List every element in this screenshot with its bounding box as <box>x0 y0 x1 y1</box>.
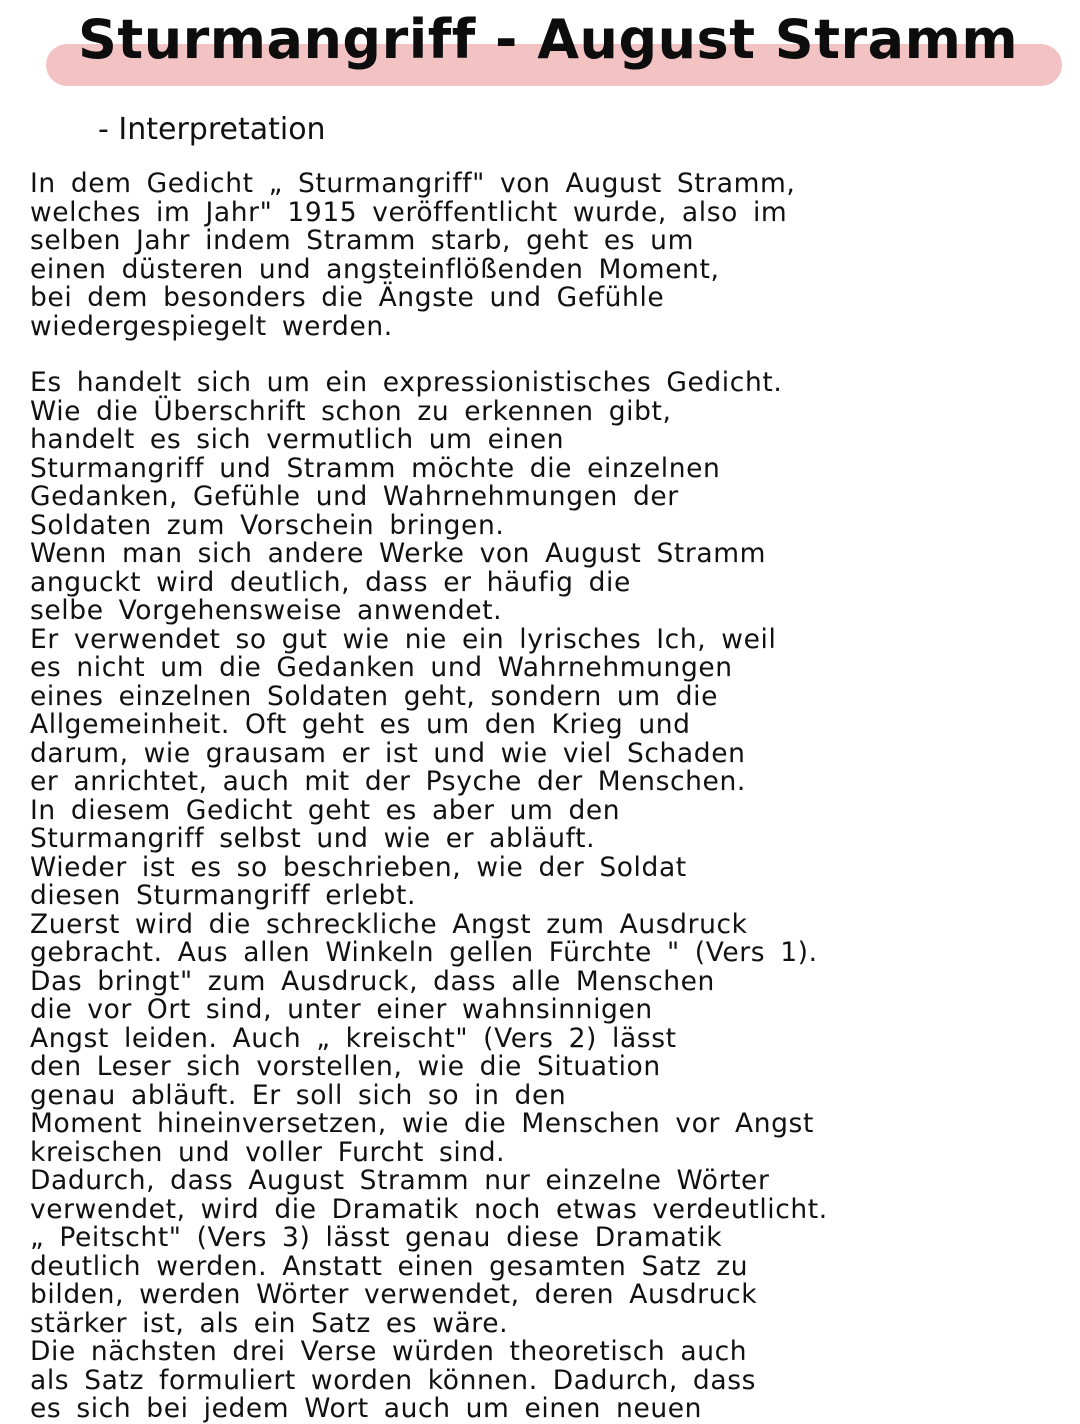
text-line: kreischen und voller Furcht sind. <box>30 1136 506 1168</box>
text-line: deutlich werden. Anstatt einen gesamten Satz zu <box>30 1250 749 1282</box>
text-line: Wenn man sich andere Werke von August Stramm <box>30 538 767 569</box>
text-line: Das bringt" zum Ausdruck, dass alle Menschen <box>30 965 715 997</box>
text-line: Es handelt sich um ein expressionistisches Gedicht. <box>30 367 783 398</box>
text-line: Moment hineinversetzen, wie die Menschen vor Angst <box>30 1108 814 1139</box>
text-line: bei dem besonders die Ängste und Gefühle <box>30 282 665 313</box>
text-line: handelt es sich vermutlich um einen <box>30 424 565 455</box>
text-line: In diesem Gedicht geht es aber um den <box>30 794 621 826</box>
text-line: darum, wie grausam er ist und wie viel Schaden <box>30 737 746 769</box>
text-line: Angst leiden. Auch „ kreischt" (Vers 2) lässt <box>30 1022 677 1054</box>
text-line: es nicht um die Gedanken und Wahrnehmungen <box>30 652 733 683</box>
text-line: die vor Ort sind, unter einer wahnsinnigen <box>30 994 653 1025</box>
text-line: eines einzelnen Soldaten geht, sondern um die <box>30 680 718 712</box>
text-line: diesen Sturmangriff erlebt. <box>30 880 416 911</box>
text-line: Sturmangriff selbst und wie er abläuft. <box>30 823 596 854</box>
text-line: es sich bei jedem Wort auch um einen neuen <box>30 1393 703 1424</box>
text-line: Gedanken, Gefühle und Wahrnehmungen der <box>30 481 679 512</box>
text-line: Wie die Überschrift schon zu erkennen gibt, <box>30 395 672 427</box>
text-line: bilden, werden Wörter verwendet, deren Ausdruck <box>30 1279 758 1310</box>
text-line: selben Jahr indem Stramm starb, geht es um <box>30 225 694 256</box>
paragraph-gap <box>30 341 1040 369</box>
text-line: anguckt wird deutlich, dass er häufig die <box>30 566 631 598</box>
text-line: er anrichtet, auch mit der Psyche der Menschen. <box>30 766 746 797</box>
text-line: In dem Gedicht „ Sturmangriff" von August Stramm, <box>30 168 796 199</box>
text-line: Die nächsten drei Verse würden theoretisch auch <box>30 1336 748 1367</box>
text-line: Soldaten zum Vorschein bringen. <box>30 509 505 541</box>
text-line: den Leser sich vorstellen, wie die Situation <box>30 1051 661 1082</box>
text-line: verwendet, wird die Dramatik noch etwas verdeutlicht. <box>30 1193 828 1225</box>
text-line: welches im Jahr" 1915 veröffentlicht wurde, also im <box>30 196 788 228</box>
text-line: genau abläuft. Er soll sich so in den <box>30 1079 567 1111</box>
text-line: wiedergespiegelt werden. <box>30 310 393 342</box>
text-line: stärker ist, als ein Satz es wäre. <box>30 1307 509 1339</box>
text-line: Er verwendet so gut wie nie ein lyrisches Ich, weil <box>30 623 777 655</box>
page-title: Sturmangriff - August Stramm <box>78 8 1019 71</box>
text-line: Wieder ist es so beschrieben, wie der Soldat <box>30 851 687 883</box>
text-line: einen düsteren und angsteinflößenden Moment, <box>30 253 720 285</box>
text-line: als Satz formuliert worden können. Dadurch, dass <box>30 1364 757 1396</box>
text-line: Dadurch, dass August Stramm nur einzelne Wörter <box>30 1165 770 1196</box>
text-line: „ Peitscht" (Vers 3) lässt genau diese Dramatik <box>30 1222 723 1253</box>
text-line: Allgemeinheit. Oft geht es um den Krieg und <box>30 709 691 740</box>
text-line: Zuerst wird die schreckliche Angst zum Ausdruck <box>30 908 748 940</box>
body-text <box>30 170 1040 1424</box>
paragraph2 <box>30 369 1040 1424</box>
page-subtitle: - Interpretation <box>98 112 326 147</box>
text-line: selbe Vorgehensweise anwendet. <box>30 595 503 626</box>
text-line: gebracht. Aus allen Winkeln gellen Fürchte " (Vers 1). <box>30 937 818 968</box>
text-line: Sturmangriff und Stramm möchte die einzelnen <box>30 452 721 484</box>
paragraph1 <box>30 170 1040 341</box>
